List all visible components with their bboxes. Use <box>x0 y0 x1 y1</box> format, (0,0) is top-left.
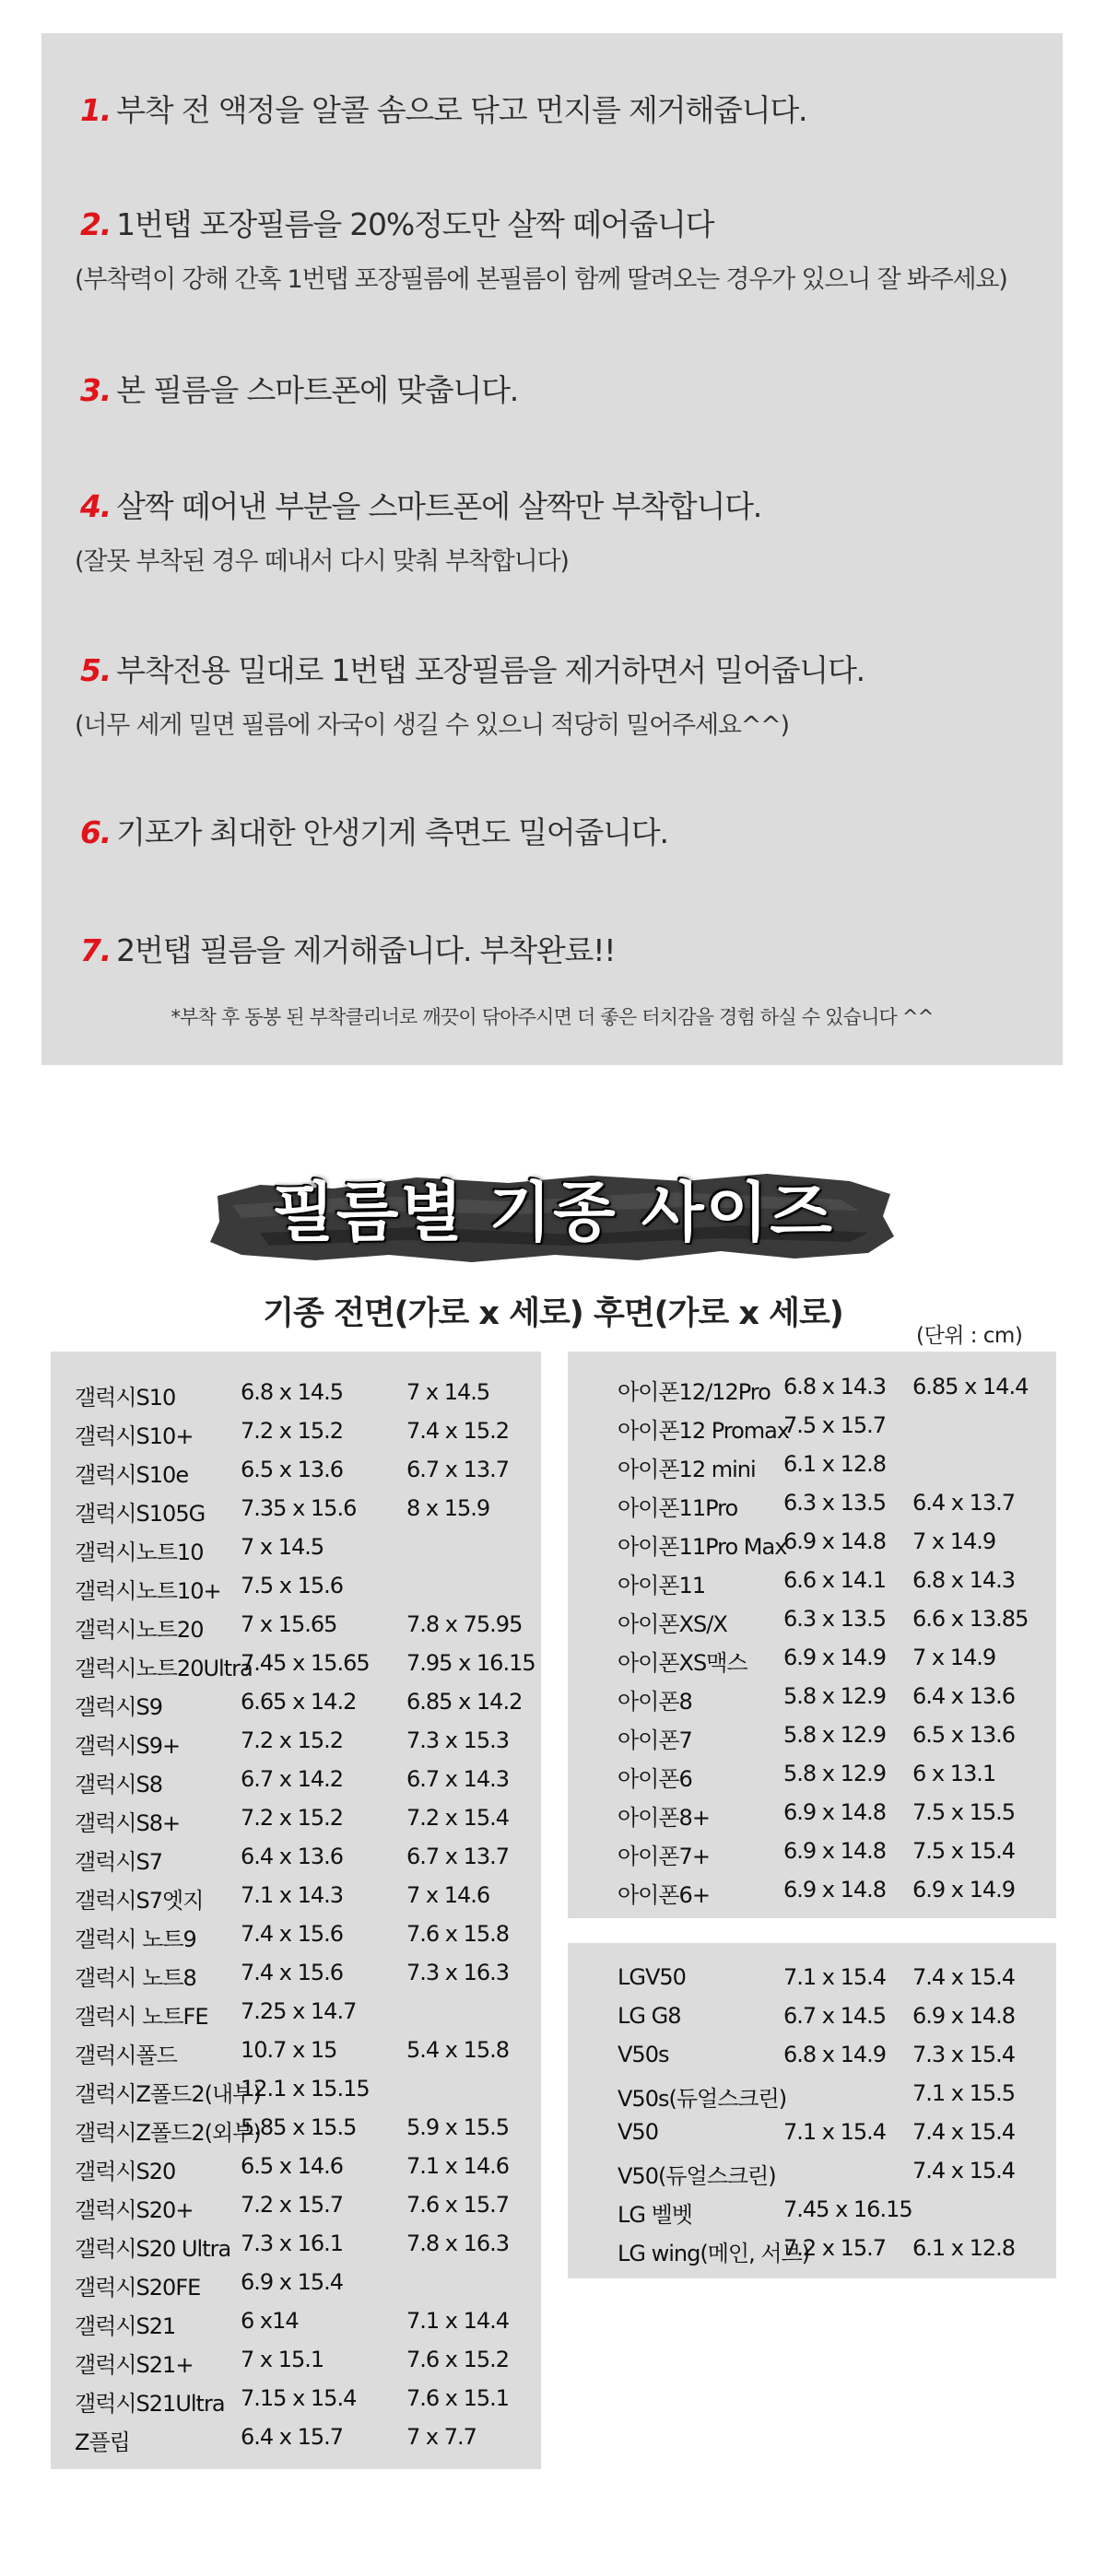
table-row <box>568 1832 1056 1871</box>
back-size: 6.85 x 14.2 <box>406 1689 523 1715</box>
front-size: 7.2 x 15.2 <box>241 1418 344 1444</box>
front-size: 6.1 x 12.8 <box>783 1451 887 1477</box>
front-size: 7.15 x 15.4 <box>241 2385 357 2411</box>
step-text: 본 필름을 스마트폰에 맞춥니다. <box>116 372 519 408</box>
back-size: 6.8 x 14.3 <box>912 1567 1016 1593</box>
back-size: 5.9 x 15.5 <box>406 2114 510 2140</box>
back-size: 6.9 x 14.8 <box>912 2003 1016 2029</box>
model-name: 갤럭시노트20 <box>75 1617 204 1643</box>
model-name: 아이폰7+ <box>618 1844 710 1869</box>
model-name: 아이폰12 Promax <box>618 1418 790 1444</box>
front-size: 6.8 x 14.5 <box>241 1379 344 1405</box>
front-size: 7.1 x 15.4 <box>783 2119 887 2145</box>
back-size: 7.8 x 75.95 <box>406 1611 523 1637</box>
front-size: 7.1 x 14.3 <box>241 1882 344 1908</box>
table-row <box>51 2380 541 2418</box>
front-size: 7.1 x 15.4 <box>783 1964 887 1990</box>
front-size: 6.6 x 14.1 <box>783 1567 887 1593</box>
front-size: 6.7 x 14.2 <box>241 1766 344 1792</box>
back-size: 7 x 14.9 <box>912 1528 996 1554</box>
table-row <box>51 1606 541 1645</box>
model-name: V50s <box>618 2042 669 2067</box>
back-size: 7.4 x 15.4 <box>912 2119 1016 2145</box>
step-5 <box>75 647 865 741</box>
table-row <box>51 2341 541 2380</box>
table-row <box>51 1374 541 1412</box>
back-size: 7.1 x 15.5 <box>912 2080 1016 2106</box>
step-3 <box>80 367 518 410</box>
table-row <box>568 1997 1056 2036</box>
back-size: 7 x 14.6 <box>406 1882 490 1908</box>
table-row <box>51 2418 541 2457</box>
table-row <box>568 1959 1056 1997</box>
model-name: 아이폰8+ <box>618 1805 710 1831</box>
back-size: 6.7 x 13.7 <box>406 1844 510 1869</box>
model-name: 갤럭시S20 <box>75 2159 176 2184</box>
model-name: 갤럭시S21Ultra <box>75 2391 225 2417</box>
back-size: 7.8 x 16.3 <box>406 2231 510 2256</box>
model-name: 갤럭시S10e <box>75 1462 189 1488</box>
back-size: 7.3 x 16.3 <box>406 1960 510 1985</box>
back-size: 6.4 x 13.6 <box>912 1683 1016 1709</box>
model-name: 갤럭시S10+ <box>75 1423 194 1449</box>
model-name: V50(듀얼스크린) <box>618 2163 776 2189</box>
step-note: (부착력이 강해 간혹 1번탭 포장필름에 본필름이 함께 딸려오는 경우가 있으니 잘 봐주세요) <box>75 265 1007 294</box>
back-size: 6.6 x 13.85 <box>912 1606 1029 1632</box>
table-row <box>51 1954 541 1993</box>
model-name: 갤럭시 노트FE <box>75 2004 208 2030</box>
section-title: 필름별 기종 사이즈 <box>272 1175 834 1250</box>
model-name: LGV50 <box>618 1964 686 1990</box>
model-name: 갤럭시S20 Ultra <box>75 2236 231 2262</box>
front-size: 7.3 x 16.1 <box>241 2231 344 2256</box>
front-size: 7 x 14.5 <box>241 1534 324 1560</box>
table-row <box>51 2148 541 2186</box>
back-size: 6.7 x 13.7 <box>406 1457 510 1482</box>
model-name: 갤럭시Z폴드2(외부) <box>75 2120 261 2146</box>
front-size: 6.7 x 14.5 <box>783 2003 887 2029</box>
table-row <box>51 1451 541 1490</box>
front-size: 10.7 x 15 <box>241 2037 337 2063</box>
table-row <box>568 1407 1056 1446</box>
model-name: 갤럭시노트10 <box>75 1540 204 1565</box>
galaxy-size-table <box>51 1352 541 2469</box>
back-size: 7 x 7.7 <box>406 2424 477 2450</box>
step-text: 1번탭 포장필름을 20%정도만 살짝 떼어줍니다 <box>116 206 714 242</box>
back-size: 6.7 x 14.3 <box>406 1766 510 1792</box>
instructions-panel <box>41 33 1063 1065</box>
model-name: 아이폰8 <box>618 1689 692 1715</box>
back-size: 7.6 x 15.7 <box>406 2192 510 2218</box>
back-size: 7.1 x 14.6 <box>406 2153 510 2179</box>
model-name: 아이폰11Pro Max <box>618 1534 787 1560</box>
front-size: 6.9 x 14.8 <box>783 1838 887 1864</box>
model-name: 아이폰12/12Pro <box>618 1379 771 1405</box>
footnote: *부착 후 동봉 된 부착클리너로 깨끗이 닦아주시면 더 좋은 터치감을 경험 하실 수 있습니다 ^^ <box>171 1006 934 1028</box>
table-row <box>568 1639 1056 1678</box>
table-row <box>51 1799 541 1838</box>
table-row <box>568 1446 1056 1484</box>
back-size: 7.95 x 16.15 <box>406 1650 535 1676</box>
front-size: 7 x 15.1 <box>241 2347 324 2372</box>
model-name: 아이폰6 <box>618 1766 692 1792</box>
front-size: 6.3 x 13.5 <box>783 1490 887 1516</box>
table-row <box>568 1523 1056 1562</box>
back-size: 7.5 x 15.5 <box>912 1799 1016 1825</box>
back-size: 6.5 x 13.6 <box>912 1722 1016 1748</box>
back-size: 7.6 x 15.2 <box>406 2347 510 2372</box>
step-text: 부착전용 밀대로 1번탭 포장필름을 제거하면서 밀어줍니다. <box>116 652 865 688</box>
model-name: LG G8 <box>618 2003 681 2029</box>
front-size: 6.8 x 14.3 <box>783 1374 887 1399</box>
model-name: 아이폰7 <box>618 1727 692 1753</box>
back-size: 7.4 x 15.4 <box>912 2158 1016 2184</box>
model-name: 아이폰12 mini <box>618 1457 756 1482</box>
table-row <box>568 1755 1056 1794</box>
back-size: 6.9 x 14.9 <box>912 1877 1016 1903</box>
step-7 <box>80 927 615 970</box>
front-size: 6 x14 <box>241 2308 299 2334</box>
model-name: 갤럭시S20+ <box>75 2197 194 2223</box>
back-size: 7.6 x 15.8 <box>406 1921 510 1947</box>
table-row <box>568 2230 1056 2268</box>
front-size: 6.8 x 14.9 <box>783 2042 887 2067</box>
table-row <box>568 1562 1056 1600</box>
table-row <box>51 1645 541 1683</box>
table-row <box>51 1993 541 2032</box>
model-name: 아이폰XS맥스 <box>618 1650 747 1676</box>
front-size: 7.35 x 15.6 <box>241 1495 357 1521</box>
table-row <box>51 2264 541 2302</box>
front-size: 5.8 x 12.9 <box>783 1761 887 1786</box>
front-size: 6.4 x 15.7 <box>241 2424 344 2450</box>
model-name: 갤럭시S8 <box>75 1772 163 1797</box>
model-name: 갤럭시 노트8 <box>75 1965 196 1991</box>
model-name: 갤럭시S21 <box>75 2313 176 2339</box>
table-row <box>568 1794 1056 1832</box>
front-size: 5.8 x 12.9 <box>783 1683 887 1709</box>
model-name: 갤럭시S9+ <box>75 1733 181 1759</box>
front-size: 7 x 15.65 <box>241 1611 337 1637</box>
table-row <box>51 1877 541 1915</box>
front-size: 12.1 x 15.15 <box>241 2076 370 2102</box>
table-row <box>568 1678 1056 1716</box>
model-name: 갤럭시 노트9 <box>75 1926 196 1952</box>
table-row <box>568 1600 1056 1639</box>
front-size: 7.2 x 15.7 <box>783 2235 887 2261</box>
table-row <box>51 1838 541 1877</box>
step-1 <box>80 87 806 130</box>
back-size: 7.3 x 15.4 <box>912 2042 1016 2067</box>
front-size: 7.45 x 16.15 <box>783 2196 912 2222</box>
step-6 <box>80 809 668 852</box>
model-name: 갤럭시S8+ <box>75 1810 181 1836</box>
table-row <box>568 2075 1056 2113</box>
table-row <box>568 1871 1056 1910</box>
step-number: 3. <box>80 372 112 408</box>
table-row <box>51 2070 541 2109</box>
front-size: 7.2 x 15.2 <box>241 1727 344 1753</box>
model-name: 갤럭시S7엣지 <box>75 1888 204 1914</box>
model-name: LG wing(메인, 서브) <box>618 2241 810 2266</box>
table-row <box>568 2152 1056 2191</box>
table-row <box>51 1490 541 1528</box>
table-row <box>51 1412 541 1451</box>
back-size: 7.4 x 15.2 <box>406 1418 510 1444</box>
step-text: 기포가 최대한 안생기게 측면도 밀어줍니다. <box>116 814 668 850</box>
table-row <box>51 2186 541 2225</box>
table-row <box>51 2032 541 2070</box>
front-size: 7.25 x 14.7 <box>241 1998 357 2024</box>
model-name: 아이폰11 <box>618 1573 706 1598</box>
lg-size-table <box>568 1943 1056 2278</box>
table-row <box>568 2113 1056 2152</box>
table-row <box>51 1761 541 1799</box>
table-row <box>568 1368 1056 1407</box>
front-size: 7.45 x 15.65 <box>241 1650 370 1676</box>
model-name: 갤럭시노트10+ <box>75 1578 221 1604</box>
back-size: 7.5 x 15.4 <box>912 1838 1016 1864</box>
model-name: 갤럭시S10 <box>75 1385 176 1411</box>
front-size: 7.2 x 15.7 <box>241 2192 344 2218</box>
front-size: 6.9 x 14.9 <box>783 1645 887 1670</box>
model-name: V50s(듀얼스크린) <box>618 2086 787 2112</box>
front-size: 6.3 x 13.5 <box>783 1606 887 1632</box>
front-size: 7.5 x 15.6 <box>241 1573 344 1598</box>
step-number: 7. <box>80 932 112 968</box>
table-row <box>51 1683 541 1722</box>
back-size: 6.1 x 12.8 <box>912 2235 1016 2261</box>
iphone-size-table <box>568 1352 1056 1918</box>
front-size: 6.65 x 14.2 <box>241 1689 357 1715</box>
model-name: 갤럭시S20FE <box>75 2275 201 2301</box>
step-text: 살짝 떼어낸 부분을 스마트폰에 살짝만 부착합니다. <box>116 488 762 524</box>
back-size: 6.85 x 14.4 <box>912 1374 1029 1399</box>
step-number: 2. <box>80 206 112 242</box>
model-name: 갤럭시S9 <box>75 1694 163 1720</box>
step-4 <box>75 483 762 577</box>
front-size: 6.9 x 14.8 <box>783 1528 887 1554</box>
table-row <box>568 1484 1056 1523</box>
table-row <box>51 1567 541 1606</box>
back-size: 5.4 x 15.8 <box>406 2037 510 2063</box>
front-size: 6.5 x 13.6 <box>241 1457 344 1482</box>
front-size: 7.5 x 15.7 <box>783 1412 887 1438</box>
table-row <box>51 2302 541 2341</box>
unit-label: (단위 : cm) <box>916 1324 1023 1348</box>
model-name: 갤럭시S21+ <box>75 2352 194 2378</box>
table-row <box>51 1722 541 1761</box>
back-size: 8 x 15.9 <box>406 1495 490 1521</box>
table-row <box>568 1716 1056 1755</box>
front-size: 6.9 x 14.8 <box>783 1877 887 1903</box>
table-row <box>568 2191 1056 2230</box>
model-name: 아이폰11Pro <box>618 1495 738 1521</box>
model-name: 갤럭시Z폴드2(내부) <box>75 2081 261 2107</box>
front-size: 6.9 x 15.4 <box>241 2269 344 2295</box>
step-text: 부착 전 액정을 알콜 솜으로 닦고 먼지를 제거해줍니다. <box>116 92 807 128</box>
model-name: Z플립 <box>75 2430 130 2455</box>
back-size: 7.4 x 15.4 <box>912 1964 1016 1990</box>
step-number: 1. <box>80 92 112 128</box>
front-size: 7.4 x 15.6 <box>241 1921 344 1947</box>
model-name: 아이폰6+ <box>618 1882 710 1908</box>
step-number: 4. <box>80 488 112 524</box>
step-number: 6. <box>80 814 112 850</box>
table-header: 기종 전면(가로 x 세로) 후면(가로 x 세로) <box>263 1295 843 1332</box>
back-size: 7.6 x 15.1 <box>406 2385 510 2411</box>
step-text: 2번탭 필름을 제거해줍니다. 부착완료!! <box>116 932 616 968</box>
table-row <box>51 1915 541 1954</box>
step-note: (너무 세게 밀면 필름에 자국이 생길 수 있으니 적당히 밀어주세요^^) <box>75 711 789 740</box>
model-name: 갤럭시노트20Ultra <box>75 1656 253 1681</box>
table-row <box>568 2036 1056 2075</box>
model-name: LG 벨벳 <box>618 2202 692 2228</box>
model-name: 갤럭시S105G <box>75 1501 206 1527</box>
model-name: 갤럭시S7 <box>75 1849 163 1875</box>
table-row <box>51 2109 541 2148</box>
front-size: 5.85 x 15.5 <box>241 2114 357 2140</box>
back-size: 6 x 13.1 <box>912 1761 996 1786</box>
back-size: 7.2 x 15.4 <box>406 1805 510 1831</box>
table-row <box>51 2225 541 2264</box>
model-name: 갤럭시폴드 <box>75 2043 177 2068</box>
step-note: (잘못 부착된 경우 떼내서 다시 맞춰 부착합니다) <box>75 547 569 576</box>
back-size: 6.4 x 13.7 <box>912 1490 1016 1516</box>
back-size: 7.1 x 14.4 <box>406 2308 510 2334</box>
table-row <box>51 1528 541 1567</box>
model-name: V50 <box>618 2119 658 2145</box>
step-2 <box>75 201 1007 295</box>
front-size: 7.2 x 15.2 <box>241 1805 344 1831</box>
back-size: 7.3 x 15.3 <box>406 1727 510 1753</box>
step-number: 5. <box>80 652 112 688</box>
back-size: 7 x 14.5 <box>406 1379 490 1405</box>
front-size: 7.4 x 15.6 <box>241 1960 344 1985</box>
front-size: 5.8 x 12.9 <box>783 1722 887 1748</box>
front-size: 6.5 x 14.6 <box>241 2153 344 2179</box>
front-size: 6.4 x 13.6 <box>241 1844 344 1869</box>
model-name: 아이폰XS/X <box>618 1611 727 1637</box>
front-size: 6.9 x 14.8 <box>783 1799 887 1825</box>
back-size: 7 x 14.9 <box>912 1645 996 1670</box>
